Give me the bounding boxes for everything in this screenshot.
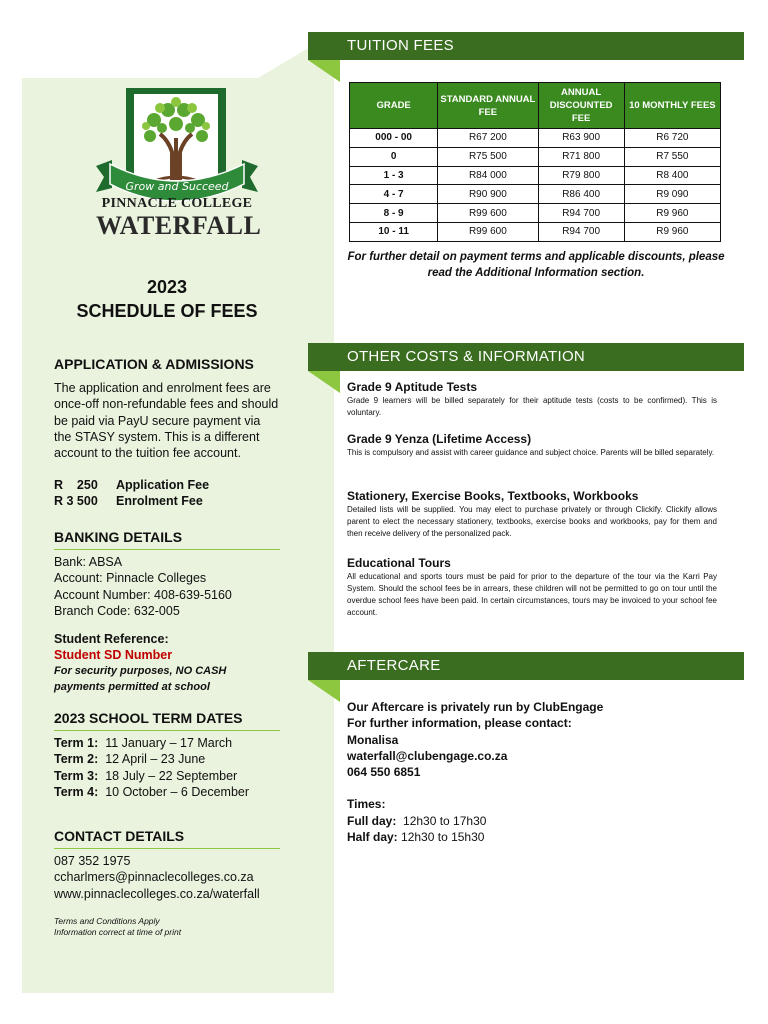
monthly-fee-cell: R9 960 (624, 222, 720, 241)
table-row (350, 166, 721, 185)
security-note: For security purposes, NO CASH payments permitted at school (54, 665, 227, 694)
application-heading: APPLICATION & ADMISSIONS (54, 356, 254, 372)
term-label: Term 4: (54, 784, 99, 799)
application-body: The application and enrolment fees are once-off non-refundable fees and should be paid via PayU secure payment via the STASY system. This is a different account to the tuition fee account. (54, 381, 279, 461)
term-row (54, 751, 280, 767)
term-row (54, 784, 280, 800)
application-fee-row (54, 477, 280, 493)
other-cost-text: Detailed lists will be supplied. You may elect to purchase privately or through Clickify. Clickify allows parent to elect the necessary stationery, textbooks, exercise books and workbooks, pay for them and then receive delivery of the personalized pack. (347, 505, 717, 538)
term-dates: 18 July – 22 September (105, 768, 238, 783)
term-label: Term 2: (54, 752, 99, 767)
discounted-fee-cell: R94 700 (538, 204, 624, 223)
school-name-line1: PINNACLE COLLEGE (101, 196, 253, 211)
other-cost-title: Educational Tours (347, 556, 451, 570)
column-header-discounted-fee: ANNUAL DISCOUNTED FEE (538, 83, 624, 129)
monthly-fee-cell: R9 090 (624, 185, 720, 204)
aftercare-phone[interactable]: 064 550 6851 (347, 765, 421, 780)
aftercare-details (347, 699, 717, 845)
term-label: Term 1: (54, 736, 99, 750)
banking-section (54, 529, 280, 695)
page-title-year: 2023 (146, 277, 188, 297)
banner-corner-fold (308, 60, 340, 84)
discounted-fee-cell: R94 700 (538, 222, 624, 241)
monthly-fee-cell: R7 550 (624, 147, 720, 166)
table-row (350, 204, 721, 223)
other-cost-item (347, 379, 717, 419)
term-dates-section (54, 710, 280, 800)
print-footnote: Information correct at time of print (54, 926, 182, 937)
other-cost-text: This is compulsory and assist with career guidance and subject choice. Parents will be billed separately. (347, 448, 715, 457)
aftercare-line1: Our Aftercare is privately run by ClubEngage (347, 700, 604, 714)
aftercare-full-day (347, 813, 717, 829)
contact-phone[interactable]: 087 352 1975 (54, 854, 131, 868)
tuition-fees-table (349, 82, 721, 242)
page-title-text: SCHEDULE OF FEES (76, 301, 258, 321)
application-fee-label: Application Fee (116, 478, 210, 493)
banking-heading: BANKING DETAILS (54, 529, 280, 550)
monthly-fee-cell: R9 960 (624, 204, 720, 223)
other-cost-item (347, 431, 717, 459)
column-header-grade: GRADE (350, 83, 438, 129)
other-cost-text: Grade 9 learners will be billed separately for their aptitude tests (costs to be confirmed). This is voluntary. (347, 396, 717, 417)
bank-account-name: Account: Pinnacle Colleges (54, 571, 207, 586)
standard-fee-cell: R84 000 (438, 166, 538, 185)
table-row (350, 222, 721, 241)
grade-cell: 1 - 3 (350, 166, 438, 185)
half-day-label: Half day: (347, 830, 398, 845)
other-costs-banner: OTHER COSTS & INFORMATION (308, 343, 744, 371)
term-label: Term 3: (54, 768, 99, 783)
standard-fee-cell: R99 600 (438, 204, 538, 223)
discounted-fee-cell: R79 800 (538, 166, 624, 185)
term-row (54, 735, 280, 751)
other-cost-title: Grade 9 Yenza (Lifetime Access) (347, 432, 532, 446)
discounted-fee-cell: R86 400 (538, 185, 624, 204)
column-header-monthly-fee: 10 MONTHLY FEES (624, 83, 720, 129)
table-header-row (350, 83, 721, 129)
tuition-fees-banner: TUITION FEES (308, 32, 744, 60)
term-dates: 11 January – 17 March (105, 736, 233, 750)
bank-name: Bank: ABSA (54, 555, 123, 569)
term-dates: 10 October – 6 December (105, 784, 250, 799)
bank-account-number: Account Number: 408-639-5160 (54, 587, 232, 602)
discounted-fee-cell: R63 900 (538, 129, 624, 148)
table-row (350, 129, 721, 148)
aftercare-banner: AFTERCARE (308, 652, 744, 680)
term-row (54, 768, 280, 784)
other-cost-item (347, 555, 717, 619)
grade-cell: 0 (350, 147, 438, 166)
monthly-fee-cell: R8 400 (624, 166, 720, 185)
monthly-fee-cell: R6 720 (624, 129, 720, 148)
half-day-times: 12h30 to 15h30 (401, 830, 485, 845)
other-cost-text: All educational and sports tours must be paid for prior to the departure of the tour via the Karri Pay System. Should the school fees be in arrears, these children will not be permitted to go on tour until the overdue school fees have been paid. In certain circumstances, tours may be invoiced to your school fee account. (347, 572, 717, 617)
contact-email[interactable]: ccharlmers@pinnaclecolleges.co.za (54, 870, 254, 885)
full-day-label: Full day: (347, 813, 397, 828)
column-header-standard-fee: STANDARD ANNUAL FEE (438, 83, 538, 129)
bank-branch-code: Branch Code: 632-005 (54, 603, 180, 618)
other-cost-title: Grade 9 Aptitude Tests (347, 380, 478, 394)
grade-cell: 4 - 7 (350, 185, 438, 204)
standard-fee-cell: R75 500 (438, 147, 538, 166)
term-dates: 12 April – 23 June (105, 752, 206, 767)
student-reference-label: Student Reference: (54, 632, 169, 647)
motto-text: Grow and Succeed (125, 180, 229, 193)
standard-fee-cell: R67 200 (438, 129, 538, 148)
tuition-fees-note: For further detail on payment terms and applicable discounts, please read the Additional Information section. (347, 251, 725, 279)
enrolment-fee-amount: R 3 500 (54, 494, 98, 509)
other-cost-title: Stationery, Exercise Books, Textbooks, Workbooks (347, 489, 639, 503)
term-dates-heading: 2023 SCHOOL TERM DATES (54, 710, 280, 731)
application-fee-amount: R 250 (54, 478, 98, 493)
contact-heading: CONTACT DETAILS (54, 828, 280, 849)
aftercare-contact-name: Monalisa (347, 732, 399, 747)
grade-cell: 10 - 11 (350, 222, 438, 241)
banner-corner-fold (308, 680, 340, 704)
aftercare-half-day (347, 829, 717, 845)
contact-section (54, 828, 280, 938)
table-row (350, 147, 721, 166)
grade-cell: 000 - 00 (350, 129, 438, 148)
page-title (36, 275, 298, 323)
contact-website[interactable]: www.pinnaclecolleges.co.za/waterfall (54, 886, 260, 901)
aftercare-line2: For further information, please contact: (347, 716, 572, 731)
terms-footnote: Terms and Conditions Apply (54, 915, 160, 926)
school-name (96, 196, 262, 240)
table-row (350, 185, 721, 204)
other-cost-item (347, 488, 717, 540)
application-fees-list (54, 477, 280, 509)
standard-fee-cell: R90 900 (438, 185, 538, 204)
standard-fee-cell: R99 600 (438, 222, 538, 241)
enrolment-fee-row (54, 493, 280, 509)
application-section (54, 356, 280, 509)
enrolment-fee-label: Enrolment Fee (116, 494, 203, 509)
full-day-times: 12h30 to 17h30 (403, 813, 487, 828)
discounted-fee-cell: R71 800 (538, 147, 624, 166)
aftercare-email[interactable]: waterfall@clubengage.co.za (347, 748, 508, 763)
aftercare-times-label: Times: (347, 797, 386, 812)
student-reference-value: Student SD Number (54, 648, 173, 663)
grade-cell: 8 - 9 (350, 204, 438, 223)
school-name-line2: WATERFALL (96, 211, 262, 240)
banner-corner-fold (308, 371, 340, 395)
